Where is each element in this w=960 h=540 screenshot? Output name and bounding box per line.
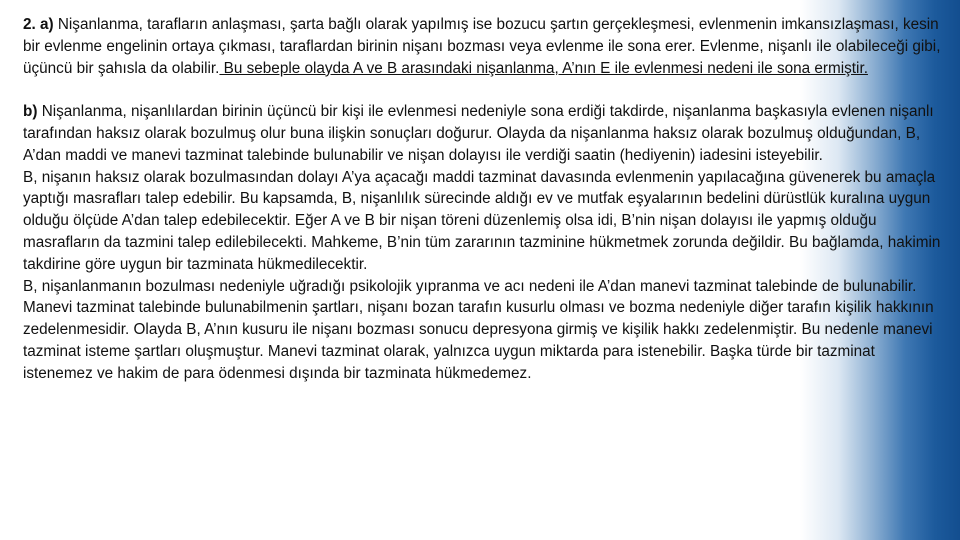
section-b-text-2: B, nişanın haksız olarak bozulmasından dolayı A’ya açacağı maddi tazminat davasında evlenmenin yapılacağına güvenerek bu amaçla yaptığı masrafları talep edebilir. Bu kapsamda, B, nişanlılık sürecinde aldığı ev ve mutfak eşyalarının bedelini dürüstlük kuralına uygun olduğu ölçüde A’dan talep edebilecektir. Eğer A ve B bir nişan töreni düzenlemiş olsa idi, B’nin nişan dolayısı ile yapmış olduğu masrafların da tazmini talep edilebilecekti. Mahkeme, B’nin tüm zararının tazminine hükmetmek zorunda değildir. Bu bağlamda, hakimin takdirine göre uygun bir tazminata hükmedilecektir. <box>23 168 941 273</box>
section-b-text-1: Nişanlanma, nişanlılardan birinin üçüncü bir kişi ile evlenmesi nedeniyle sona erdiği takdirde, nişanlanma başkasıyla evlenen nişanlı tarafından haksız olarak bozulmuş olur buna ilişkin sonuçları doğurur. Olayda da nişanlanma haksız olarak bozulmuş olduğundan, B, A’dan maddi ve manevi tazminat talebinde bulunabilir ve nişan dolayısı ile verdiği saatin (hediyenin) iadesini isteyebilir. <box>23 103 934 164</box>
section-b-paragraph-2 <box>23 167 941 276</box>
slide-content <box>23 14 941 385</box>
section-b-paragraph-3 <box>23 276 941 385</box>
section-a-paragraph <box>23 14 941 79</box>
section-a-text: Nişanlanma, tarafların anlaşması, şarta bağlı olarak yapılmış ise bozucu şartın gerçekleşmesi, evlenmenin imkansızlaşması, kesin bir evlenme engelinin ortaya çıkması, taraflardan birinin nişanı bozması veya evlenme ile sona erer. Evlenme, nişanlı ile olabileceği gibi, üçüncü bir şahısla da olabilir. <box>23 16 941 77</box>
section-b-label: b) <box>23 103 38 121</box>
section-b-paragraph-1 <box>23 101 941 166</box>
section-a-conclusion: Bu sebeple olayda A ve B arasındaki nişanlanma, A’nın E ile evlenmesi nedeni ile sona ermiştir. <box>219 59 868 77</box>
section-b-text-3: B, nişanlanmanın bozulması nedeniyle uğradığı psikolojik yıpranma ve acı nedeni ile A’dan manevi tazminat talebinde de bulunabilir. Manevi tazminat talebinde bulunabilmenin şartları, nişanı bozan tarafın kusurlu olması ve bozma nedeniyle diğer tarafın kişilik hakkının zedelenmesidir. Olayda B, A’nın kusuru ile nişanı bozması sonucu depresyona girmiş ve kişilik hakkı zedelenmiştir. Bu nedenle manevi tazminat isteme şartları oluşmuştur. Manevi tazminat olarak, yalnızca uygun miktarda para istenebilir. Başka türde bir tazminat istenemez ve hakim de para ödenmesi dışında bir tazminata hükmedemez. <box>23 277 934 382</box>
section-a-label: 2. a) <box>23 16 54 33</box>
